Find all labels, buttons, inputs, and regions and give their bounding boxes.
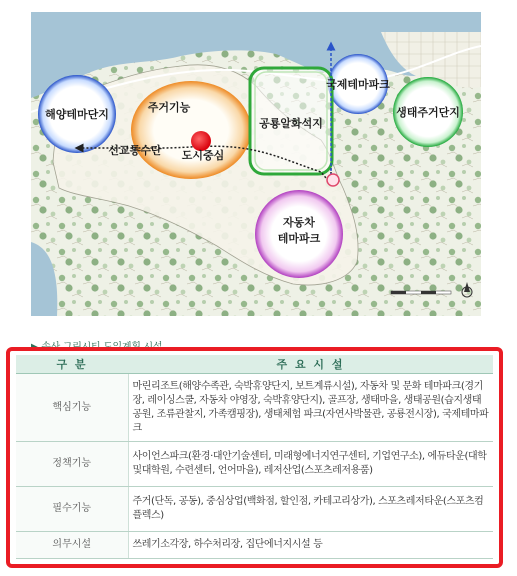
row-category: 의무시설: [16, 532, 128, 559]
residential-label: 주거기능: [147, 101, 191, 114]
row-facilities: 주거(단독, 공동), 중심상업(백화점, 할인점, 카테고리상가), 스포츠레저타운(스포츠컴플렉스): [128, 487, 493, 532]
table-row: [16, 532, 493, 559]
header-facilities: 주 요 시 설: [128, 355, 493, 374]
fossil-site-label: 공룡알화석지: [259, 117, 323, 130]
row-facilities: 사이언스파크(환경·대안기술센터, 미래형에너지연구센터, 기업연구소), 에듀타운(대학및대학원, 수련센터, 언어마을), 레저산업(스포츠레저용품): [128, 442, 493, 487]
transit-label: 신교통수단: [108, 144, 162, 157]
table-row: [16, 487, 493, 532]
eco-residential-label: 생태주거단지: [396, 106, 460, 119]
intl-theme-park-label: 국제테마파크: [326, 78, 390, 91]
table-header-row: [16, 355, 493, 374]
table-row: [16, 442, 493, 487]
row-facilities: 쓰레기소각장, 하수처리장, 집단에너지시설 등: [128, 532, 493, 559]
row-category: 핵심기능: [16, 374, 128, 442]
city-center-marker: [191, 131, 211, 151]
facility-table: [16, 355, 493, 559]
auto-theme-park-label-2: 테마파크: [277, 232, 321, 245]
scale-bar: [391, 291, 451, 294]
row-category: 정책기능: [16, 442, 128, 487]
residential-zone-circle: [131, 81, 251, 179]
row-facilities: 마린리조트(해양수족관, 숙박휴양단지, 보트계류시설), 자동차 및 문화 테마파크(경기장, 레이싱스쿨, 자동차 야영장, 숙박휴양단지), 골프장, 생태마을, 생태공원(습지생태공원, 조류관찰지, 가족캠핑장), 생태체험 파크(자연사박물관, 공룡전시장), 국제테마파크: [128, 374, 493, 442]
marine-label: 해양테마단지: [45, 108, 109, 121]
table-row: [16, 374, 493, 442]
facility-table-frame: [6, 347, 503, 568]
site-plan-map: [31, 12, 481, 316]
city-center-label: 도시중심: [181, 149, 225, 162]
auto-theme-park-label-1: 자동차: [283, 216, 315, 229]
header-category: 구 분: [16, 355, 128, 374]
row-category: 필수기능: [16, 487, 128, 532]
station-marker: [327, 174, 339, 186]
